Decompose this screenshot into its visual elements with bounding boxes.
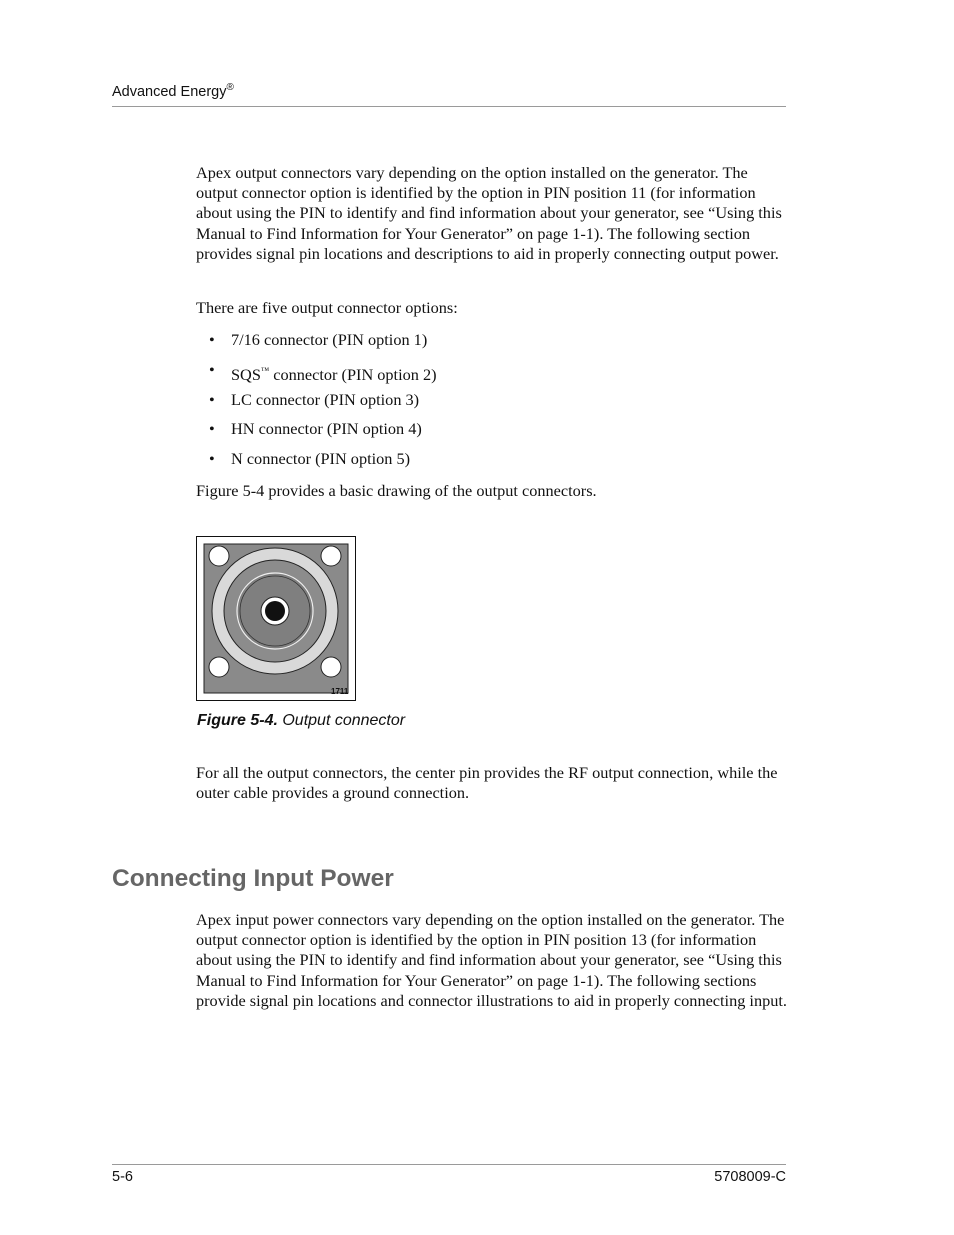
list-item-text: 7/16 connector (PIN option 1) xyxy=(231,330,428,349)
figure-caption xyxy=(197,712,405,730)
list-item xyxy=(196,330,437,360)
mounting-hole-bottom-right xyxy=(321,657,341,677)
bullet: • xyxy=(209,449,215,469)
list-item-suffix: connector (PIN option 2) xyxy=(269,364,437,384)
list-item xyxy=(196,390,437,420)
connector-options-list xyxy=(196,330,437,479)
bullet: • xyxy=(209,330,215,349)
list-item xyxy=(196,360,437,390)
intro-paragraph: Apex output connectors vary depending on the option installed on the generator. The output connector option is identified by the option in PIN position 11 (for information about using the PIN to identify and find information about your generator, see “Using this Manual to Find Information for Your Generator” on page 1-1). The following section provides signal pin locations and descriptions to aid in properly connecting output power. xyxy=(196,163,782,263)
list-item-text: N connector (PIN option 5) xyxy=(231,449,411,469)
output-connector-figure xyxy=(196,536,356,701)
list-item-text: HN connector (PIN option 4) xyxy=(231,419,422,439)
connector-drawing xyxy=(197,537,355,700)
page-header xyxy=(112,82,786,100)
document-number: 5708009-C xyxy=(714,1169,786,1185)
center-pin xyxy=(265,601,285,621)
center-pin-paragraph: For all the output connectors, the center pin provides the RF output connection, while the outer cable provides a ground connection. xyxy=(196,763,778,803)
figure-reference: Figure 5-4 provides a basic drawing of the output connectors. xyxy=(196,481,597,500)
figure-caption-text: Output connector xyxy=(277,712,406,729)
bullet: • xyxy=(209,389,215,409)
section-paragraph: Apex input power connectors vary depending on the option installed on the generator. The output connector option is identified by the option in PIN position 13 (for information about using the PIN to identify and find information about your generator, see “Using this Manual to Find Information for Your Generator” on page 1-1). The following sections provide signal pin locations and connector illustrations to aid in properly connecting input. xyxy=(196,910,787,1010)
registered-mark: ® xyxy=(226,82,234,93)
trademark-mark: ™ xyxy=(260,364,270,375)
list-item xyxy=(196,449,437,479)
mounting-hole-bottom-left xyxy=(209,657,229,677)
list-item xyxy=(196,419,437,449)
figure-id-label: 1711 xyxy=(331,687,349,696)
options-intro: There are five output connector options: xyxy=(196,298,458,317)
list-item-text: LC connector (PIN option 3) xyxy=(231,389,420,409)
header-company: Advanced Energy xyxy=(112,83,227,100)
page-number: 5-6 xyxy=(112,1169,133,1185)
bullet: • xyxy=(209,419,215,439)
header-rule xyxy=(112,106,786,107)
section-heading: Connecting Input Power xyxy=(112,865,394,892)
bullet: • xyxy=(209,359,215,379)
figure-caption-number: Figure 5-4. xyxy=(197,712,278,729)
footer-rule xyxy=(112,1164,786,1165)
mounting-hole-top-right xyxy=(321,546,341,566)
mounting-hole-top-left xyxy=(209,546,229,566)
list-item-text: SQS xyxy=(231,364,261,384)
